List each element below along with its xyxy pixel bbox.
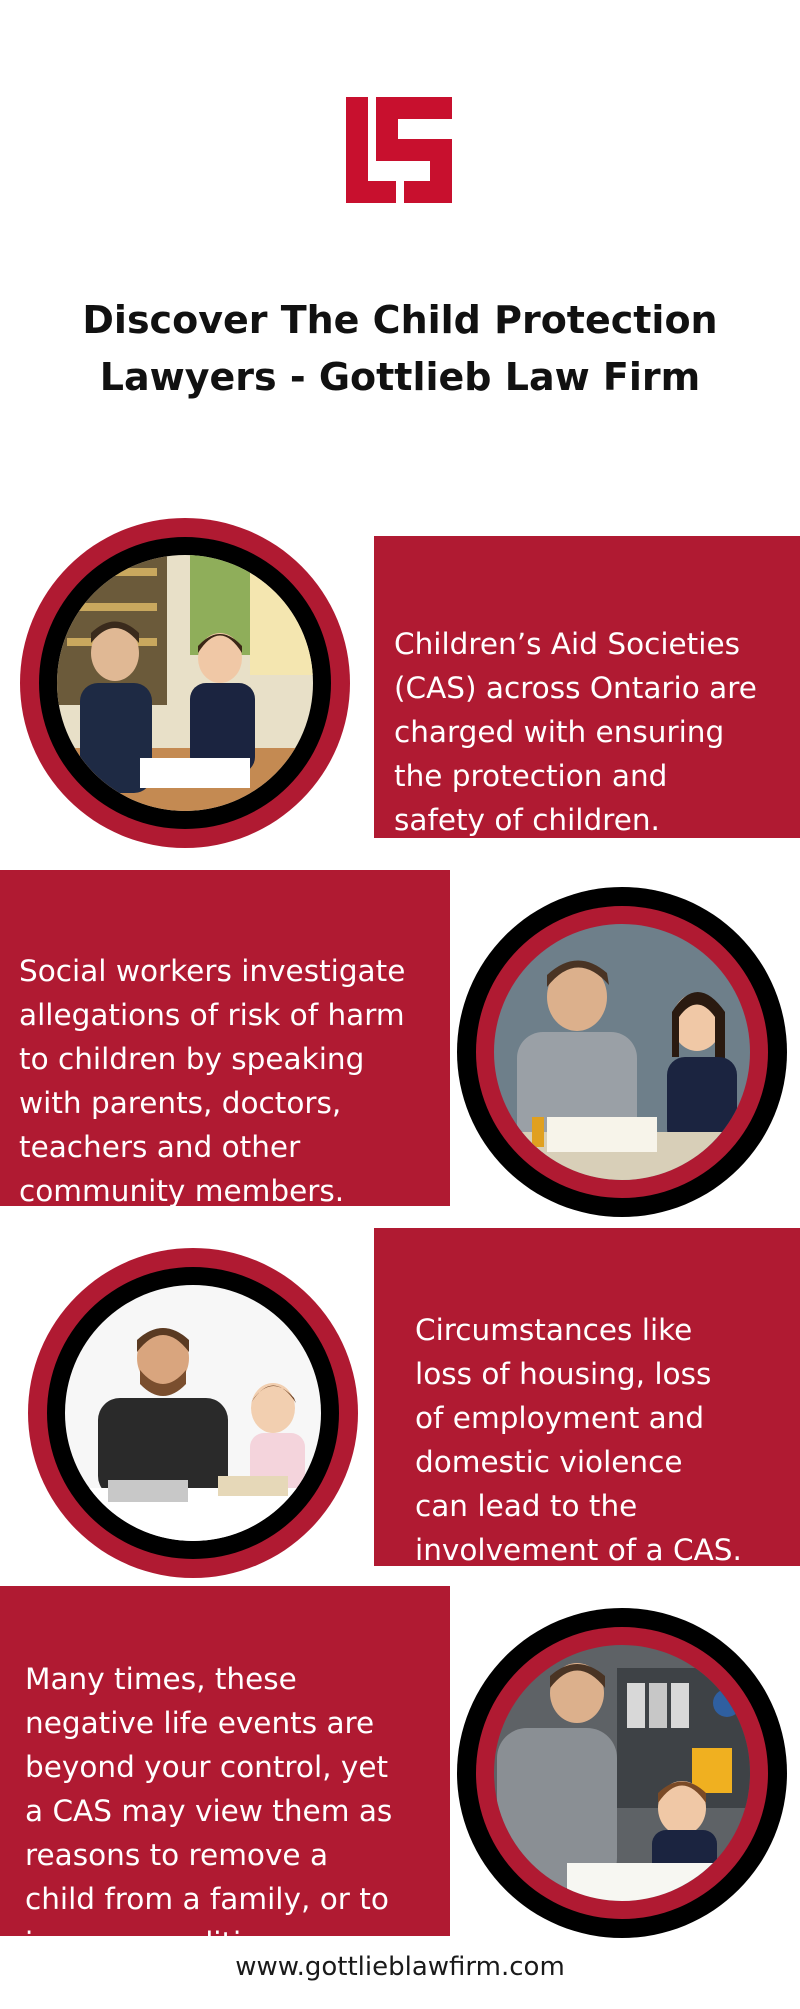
website-link[interactable]: www.gottlieblawfirm.com — [235, 1952, 565, 1982]
info-panel-4 — [0, 1586, 450, 1960]
section-4-photo — [457, 1608, 787, 1938]
gottlieb-logo-icon — [346, 97, 452, 203]
info-panel-3-text: Circumstances like loss of housing, loss of employment and domestic violence can lead to the involvement of a CAS. — [415, 1313, 742, 1567]
info-panel-3 — [374, 1228, 800, 1566]
section-2-photo — [457, 887, 787, 1217]
info-panel-2-text: Social workers investigate allegations of risk of harm to children by speaking with parents, doctors, teachers and other community members. — [19, 954, 406, 1208]
info-panel-2 — [0, 870, 450, 1206]
info-panel-1-text: Children’s Aid Societies (CAS) across Ontario are charged with ensuring the protection and safety of children. — [394, 627, 757, 837]
page-title: Discover The Child Protection Lawyers - Gottlieb Law Firm — [82, 298, 718, 399]
section-3-photo — [28, 1248, 358, 1578]
info-panel-1 — [374, 536, 800, 838]
section-1-photo — [20, 518, 350, 848]
info-panel-4-text: Many times, these negative life events are beyond your control, yet a CAS may view them as reasons to remove a child from a family, or to impose conditions, — [25, 1662, 393, 1960]
